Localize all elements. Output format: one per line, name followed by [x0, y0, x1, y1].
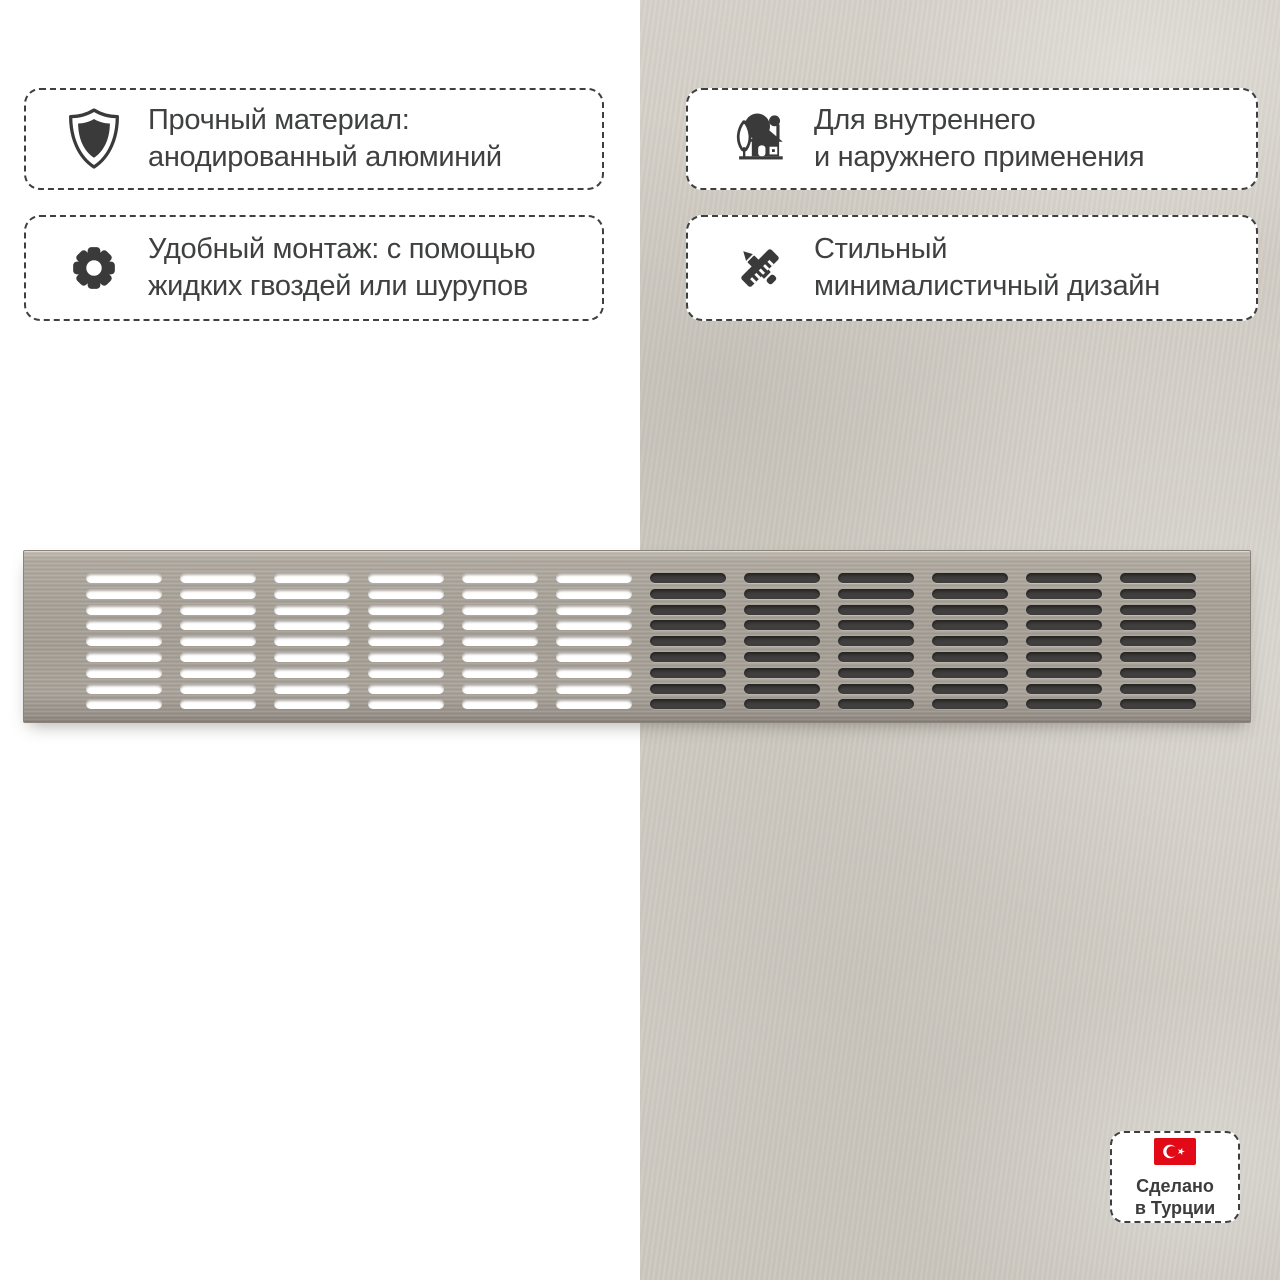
feature-text-line: и наружнего применения: [814, 141, 1145, 173]
feature-text-line: Стильный: [814, 233, 948, 265]
pencil-ruler-icon: [730, 240, 790, 296]
grille-slot-open: [274, 605, 350, 615]
grille-slot-open: [274, 589, 350, 599]
grille-slot-open: [368, 573, 444, 583]
made-in-turkey-badge: [1110, 1131, 1240, 1223]
grille-slot-open: [180, 589, 256, 599]
grille-slot-shaded: [650, 573, 726, 583]
grille-slot-open: [556, 573, 632, 583]
grille-slot-open: [556, 684, 632, 694]
feature-text-line: анодированный алюминий: [148, 141, 502, 173]
grille-slot-shaded: [932, 589, 1008, 599]
grille-slot-shaded: [650, 699, 726, 709]
grille-slot-shaded: [744, 605, 820, 615]
grille-slot-open: [86, 684, 162, 694]
grille-slot-open: [368, 699, 444, 709]
grille-slot-shaded: [1026, 684, 1102, 694]
grille-slot-open: [462, 684, 538, 694]
turkey-flag-icon: [1154, 1138, 1196, 1170]
feature-text-line: Удобный монтаж: с помощью: [148, 233, 536, 265]
grille-slot-shaded: [838, 668, 914, 678]
grille-slot-shaded: [744, 636, 820, 646]
grille-slot-shaded: [932, 699, 1008, 709]
grille-slot-shaded: [744, 573, 820, 583]
gear-icon: [64, 239, 124, 297]
grille-slot-shaded: [838, 684, 914, 694]
grille-slot-open: [556, 699, 632, 709]
grille-slot-shaded: [838, 589, 914, 599]
grille-slot-open: [556, 589, 632, 599]
grille-slot-shaded: [1120, 636, 1196, 646]
grille-slot-shaded: [650, 605, 726, 615]
grille-slot-shaded: [650, 652, 726, 662]
grille-slot-shaded: [838, 636, 914, 646]
grille-slot-shaded: [838, 620, 914, 630]
grille-slot-open: [86, 699, 162, 709]
grille-slot-open: [368, 668, 444, 678]
grille-slot-open: [368, 605, 444, 615]
grille-slot-open: [274, 699, 350, 709]
feature-text-line: Для внутреннего: [814, 104, 1036, 136]
grille-slot-shaded: [1026, 589, 1102, 599]
grille-slot-shaded: [1120, 684, 1196, 694]
grille-slot-open: [274, 573, 350, 583]
grille-slot-open: [274, 620, 350, 630]
feature-box-design: [686, 215, 1258, 321]
house-icon: [730, 110, 790, 168]
feature-box-material: [24, 88, 604, 190]
grille-slot-open: [274, 684, 350, 694]
grille-slot-shaded: [932, 652, 1008, 662]
grille-slot-shaded: [650, 668, 726, 678]
grille-slot-shaded: [932, 684, 1008, 694]
grille-slot-shaded: [932, 605, 1008, 615]
feature-text-line: Прочный материал:: [148, 104, 410, 136]
feature-box-usage: [686, 88, 1258, 190]
grille-slot-open: [274, 636, 350, 646]
grille-slot-open: [556, 620, 632, 630]
grille-slot-shaded: [650, 636, 726, 646]
grille-slot-shaded: [838, 652, 914, 662]
grille-slot-shaded: [1026, 573, 1102, 583]
grille-slot-shaded: [744, 668, 820, 678]
grille-slot-open: [180, 620, 256, 630]
grille-slot-open: [462, 605, 538, 615]
grille-slot-shaded: [744, 620, 820, 630]
grille-slot-open: [462, 636, 538, 646]
grille-slot-shaded: [838, 573, 914, 583]
grille-slot-shaded: [744, 589, 820, 599]
grille-slot-open: [368, 620, 444, 630]
grille-slot-open: [86, 668, 162, 678]
grille-slot-shaded: [932, 636, 1008, 646]
grille-slot-open: [180, 605, 256, 615]
grille-slot-shaded: [650, 684, 726, 694]
grille-slot-shaded: [650, 620, 726, 630]
grille-slot-open: [180, 699, 256, 709]
grille-slot-shaded: [650, 589, 726, 599]
grille-slot-open: [368, 636, 444, 646]
grille-slot-shaded: [838, 605, 914, 615]
grille-slot-open: [462, 699, 538, 709]
grille-slot-shaded: [1120, 605, 1196, 615]
grille-slot-open: [274, 652, 350, 662]
grille-slot-open: [180, 573, 256, 583]
grille-slot-shaded: [1026, 636, 1102, 646]
grille-slot-open: [180, 636, 256, 646]
grille-slot-shaded: [1026, 605, 1102, 615]
grille-slot-open: [462, 589, 538, 599]
grille-slot-open: [86, 573, 162, 583]
grille-slot-shaded: [932, 620, 1008, 630]
badge-text-line: Сделано: [1136, 1175, 1214, 1196]
grille-slot-open: [462, 652, 538, 662]
grille-slot-shaded: [1120, 668, 1196, 678]
grille-slot-shaded: [1026, 652, 1102, 662]
grille-slot-shaded: [744, 652, 820, 662]
grille-slot-open: [274, 668, 350, 678]
badge-text-line: в Турции: [1134, 1197, 1216, 1218]
grille-slot-shaded: [932, 573, 1008, 583]
grille-slot-open: [462, 573, 538, 583]
grille-slot-open: [86, 589, 162, 599]
grille-slot-shaded: [1026, 620, 1102, 630]
grille-slot-open: [86, 605, 162, 615]
grille-slot-open: [462, 620, 538, 630]
grille-slot-open: [556, 668, 632, 678]
grille-slot-open: [180, 652, 256, 662]
grille-slot-shaded: [1026, 699, 1102, 709]
grille-slot-shaded: [1120, 652, 1196, 662]
grille-slot-shaded: [744, 699, 820, 709]
grille-slot-open: [556, 605, 632, 615]
grille-slot-open: [462, 668, 538, 678]
grille-slot-shaded: [932, 668, 1008, 678]
grille-slot-shaded: [1120, 589, 1196, 599]
shield-icon: [64, 107, 124, 171]
grille-slot-shaded: [838, 699, 914, 709]
grille-slot-open: [86, 636, 162, 646]
grille-slot-open: [86, 652, 162, 662]
feature-box-mounting: [24, 215, 604, 321]
feature-text-line: минималистичный дизайн: [814, 270, 1160, 302]
grille-slot-open: [86, 620, 162, 630]
grille-slot-shaded: [1026, 668, 1102, 678]
grille-slot-open: [368, 589, 444, 599]
grille-slot-open: [368, 652, 444, 662]
ventilation-grille: [23, 550, 1251, 723]
grille-slot-shaded: [1120, 620, 1196, 630]
grille-slot-open: [180, 684, 256, 694]
feature-text-line: жидких гвоздей или шурупов: [148, 270, 528, 302]
grille-slot-open: [556, 652, 632, 662]
grille-slot-shaded: [1120, 699, 1196, 709]
grille-slot-open: [556, 636, 632, 646]
grille-slot-open: [368, 684, 444, 694]
grille-slot-shaded: [1120, 573, 1196, 583]
grille-slot-shaded: [744, 684, 820, 694]
grille-slot-open: [180, 668, 256, 678]
